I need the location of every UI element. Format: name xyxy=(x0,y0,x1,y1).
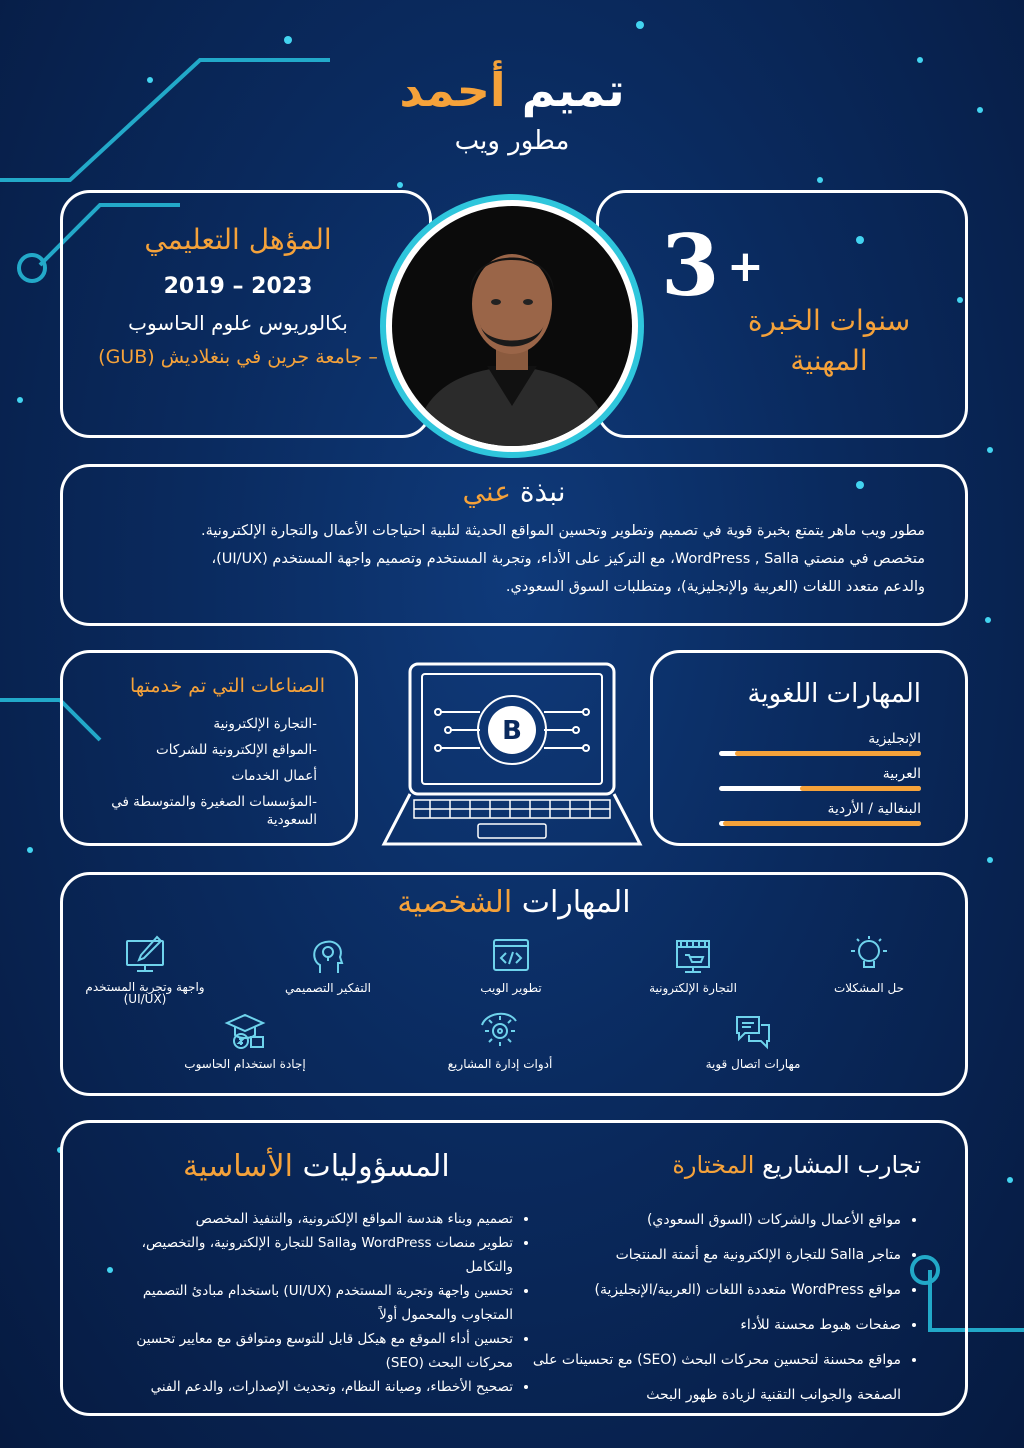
responsibility-item: • تصميم وبناء هندسة المواقع الإلكترونية، والتنفيذ المخصص xyxy=(103,1207,513,1231)
skill-problem-solving xyxy=(809,935,929,995)
skill-label: مهارات اتصال قوية xyxy=(705,1057,801,1071)
language-name-arabic: العربية xyxy=(882,766,921,782)
skill-label: التفكير التصميمي xyxy=(285,981,371,995)
projects-title-a: تجارب المشاريع xyxy=(762,1151,921,1179)
language-bar-arabic xyxy=(719,786,921,791)
project-item: • مواقع WordPress متعددة اللغات (العربية/الإنجليزية) xyxy=(521,1273,901,1308)
responsibility-item: • تطوير منصات WordPress وSalla للتجارة الإلكترونية، والتخصيص، والتكامل xyxy=(103,1231,513,1279)
laptop-logo-letter: B xyxy=(502,716,522,746)
experience-label: سنوات الخبرة المهنية xyxy=(747,304,911,377)
education-university: – جامعة جرين في بنغلاديش (GUB) xyxy=(98,346,378,368)
language-bar-fill xyxy=(723,821,921,826)
languages-title: المهارات اللغوية xyxy=(747,679,921,709)
projects-responsibilities-card xyxy=(60,1120,968,1416)
skill-label: تطوير الويب xyxy=(480,981,542,995)
experience-number xyxy=(661,216,720,315)
laptop-illustration xyxy=(380,660,644,850)
skill-label: إجادة استخدام الحاسوب xyxy=(184,1057,306,1071)
chat-bubbles-icon xyxy=(731,1011,775,1051)
personal-skills-title xyxy=(63,885,965,920)
avatar-illustration xyxy=(392,206,632,446)
language-bar-bengali-urdu xyxy=(719,821,921,826)
responsibilities-title-b: الأساسية xyxy=(183,1149,293,1184)
experience-years-value: 3 xyxy=(661,216,720,315)
skill-web-development xyxy=(451,935,571,995)
about-card xyxy=(60,464,968,626)
skill-ui-ux xyxy=(75,935,215,1005)
experience-plus: + xyxy=(727,241,764,292)
skill-label: التجارة الإلكترونية xyxy=(649,981,737,995)
laptop-icon xyxy=(380,660,644,850)
about-title xyxy=(63,475,965,508)
project-item: • صفحات هبوط محسنة للأداء xyxy=(521,1308,901,1343)
responsibility-item: • تحسين واجهة وتجربة المستخدم (UI/UX) باستخدام مبادئ التصميم المتجاوب والمحمول أولاً xyxy=(103,1279,513,1327)
industries-title: الصناعات التي تم خدمتها xyxy=(130,675,325,697)
responsibilities-title xyxy=(183,1149,450,1184)
skill-computer-proficiency xyxy=(175,1011,315,1071)
storefront-icon xyxy=(671,935,715,975)
education-years: 2019 – 2023 xyxy=(163,274,313,299)
about-title-a: نبذة xyxy=(519,475,566,508)
personal-skills-title-a: المهارات xyxy=(521,885,631,920)
skill-label: أدوات إدارة المشاريع xyxy=(447,1057,553,1071)
skill-label: واجهة وتجربة المستخدم (UI/UX) xyxy=(85,980,205,1006)
industry-item: -المواقع الإلكترونية للشركات xyxy=(156,742,317,758)
about-text xyxy=(85,517,925,601)
project-item: • مواقع الأعمال والشركات (السوق السعودي) xyxy=(521,1203,901,1238)
project-item: • متاجر Salla للتجارة الإلكترونية مع أتمتة المنتجات xyxy=(521,1238,901,1273)
language-name-english: الإنجليزية xyxy=(868,731,921,747)
personal-skills-title-b: الشخصية xyxy=(397,885,513,920)
projects-list xyxy=(521,1203,923,1413)
responsibility-item: • تصحيح الأخطاء، وصيانة النظام، وتحديث الإصدارات، والدعم الفني xyxy=(103,1375,513,1399)
education-title: المؤهل التعليمي xyxy=(144,223,332,256)
language-bar-fill xyxy=(735,751,921,756)
skill-project-management-tools xyxy=(435,1011,565,1071)
language-bar-fill xyxy=(800,786,921,791)
experience-card xyxy=(596,190,968,438)
language-bar-english xyxy=(719,751,921,756)
personal-skills-card xyxy=(60,872,968,1096)
skill-communication xyxy=(693,1011,813,1071)
first-name: تميم xyxy=(521,63,625,117)
education-card xyxy=(60,190,432,438)
last-name: أحمد xyxy=(399,63,506,117)
projects-title xyxy=(672,1151,921,1179)
head-lightbulb-icon xyxy=(306,935,350,975)
responsibility-item: • تحسين أداء الموقع مع هيكل قابل للتوسع ومتوافق مع معايير تحسين محركات البحث (SEO) xyxy=(103,1327,513,1375)
about-line-1: مطور ويب ماهر يتمتع بخبرة قوية في تصميم وتطوير وتحسين المواقع الحديثة لتلبية احتياجات الأعمال والتجارة الإلكترونية. xyxy=(200,523,925,539)
industry-item: أعمال الخدمات xyxy=(231,768,317,784)
lightbulb-icon xyxy=(847,935,891,975)
name-title xyxy=(312,62,712,118)
code-window-icon xyxy=(489,935,533,975)
gear-cycle-icon xyxy=(478,1011,522,1051)
projects-title-b: المختارة xyxy=(672,1151,755,1179)
languages-card xyxy=(650,650,968,846)
industries-card xyxy=(60,650,358,846)
skill-design-thinking xyxy=(263,935,393,995)
industry-item: -التجارة الإلكترونية xyxy=(213,716,317,732)
header xyxy=(312,62,712,156)
responsibilities-list xyxy=(103,1207,535,1399)
language-name-bengali-urdu: البنغالية / الأردية xyxy=(827,801,921,817)
responsibilities-title-a: المسؤوليات xyxy=(302,1149,450,1184)
skill-label: حل المشكلات xyxy=(833,981,905,995)
industry-item: -المؤسسات الصغيرة والمتوسطة في السعودية xyxy=(111,794,317,828)
about-line-3: والدعم متعدد اللغات (العربية والإنجليزية)، ومتطلبات السوق السعودي. xyxy=(505,579,925,595)
graduation-money-icon xyxy=(223,1011,267,1051)
skill-ecommerce xyxy=(633,935,753,995)
about-line-2: متخصص في منصتي WordPress , Salla، مع التركيز على الأداء، وتجربة المستخدم وتصميم واجهة المستخدم (UI/UX)، xyxy=(211,551,925,567)
monitor-brush-icon xyxy=(123,935,167,975)
profile-photo xyxy=(380,194,644,458)
job-title: مطور ويب xyxy=(454,126,570,156)
education-degree: بكالوريوس علوم الحاسوب xyxy=(128,311,348,335)
about-title-b: عني xyxy=(462,475,511,508)
project-item: • مواقع محسنة لتحسين محركات البحث (SEO) مع تحسينات على الصفحة والجوانب التقنية لزيادة ظهور البحث xyxy=(521,1343,901,1413)
